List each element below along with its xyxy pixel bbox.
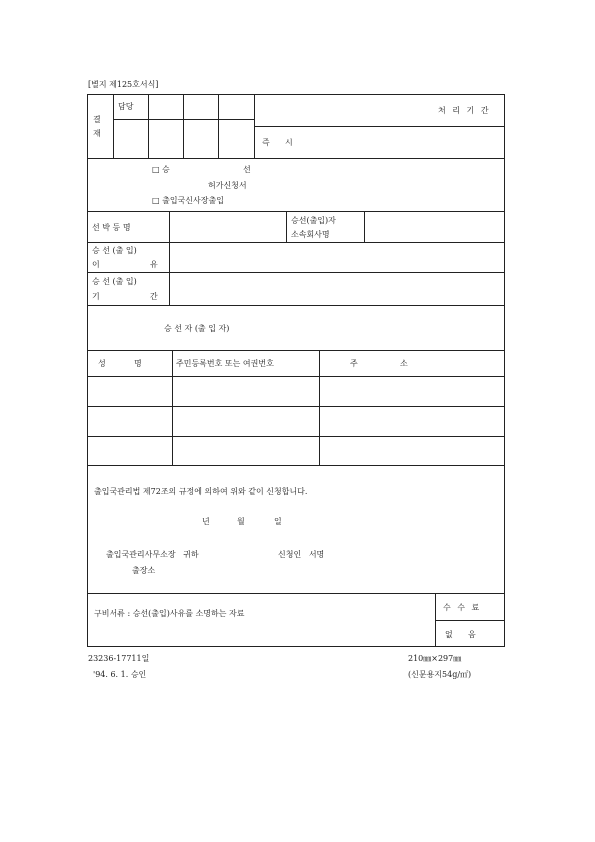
form-number-label: [별지 제125호서식]: [88, 80, 159, 89]
form-code: 23236-17711일: [88, 654, 150, 663]
boarding-reason-label: 이: [92, 260, 100, 269]
vessel-name-label: 선 박 등 명: [92, 223, 131, 232]
vessel-name-value[interactable]: [170, 212, 285, 242]
paper-size: 210㎜×297㎜: [408, 654, 462, 663]
boarding-period-label: 기: [92, 292, 100, 301]
column-header-id-number: 주민등록번호 또는 여권번호: [176, 359, 274, 368]
title-checkbox-icon: □: [152, 165, 160, 174]
processing-period-header: 처 리 기 간: [438, 106, 491, 115]
date-year-label: 년: [202, 517, 210, 526]
column-header-address: 주: [350, 359, 358, 368]
approval-side-label: 재: [93, 129, 101, 138]
table-row[interactable]: [88, 407, 504, 436]
table-row[interactable]: [88, 437, 504, 466]
application-fields: [87, 212, 505, 306]
documents-fee-row: [87, 594, 505, 647]
persons-section: [87, 306, 505, 466]
addressee: 출입국관리사무소장 귀하: [106, 550, 199, 559]
boarding-period-label: 승 선 (출 입): [92, 277, 137, 286]
company-name-label: 승선(출입)자: [291, 216, 336, 225]
boarding-reason-label: 승 선 (출 입): [92, 246, 137, 255]
addressee-branch: 출장소: [132, 566, 156, 575]
table-row[interactable]: [88, 377, 504, 406]
form-title: 허가신청서: [208, 181, 247, 190]
company-name-label: 소속회사명: [291, 230, 330, 239]
approval-side-label: 결: [93, 115, 101, 124]
form-title-box: [87, 159, 505, 212]
declaration-section: [87, 466, 505, 594]
column-header-name: 성: [98, 359, 106, 368]
applicant-signature-label: 신청인 서명: [278, 550, 325, 559]
approval-cell-label: 담당: [118, 102, 134, 111]
company-name-value[interactable]: [365, 212, 504, 242]
fee-header: 수 수 료: [443, 603, 482, 612]
date-day-label: 일: [274, 517, 282, 526]
date-month-label: 월: [237, 517, 245, 526]
title-option: □ 출입국신사장출입: [152, 196, 224, 205]
fee-value: 없 음: [445, 630, 476, 639]
boarding-period-label: 간: [150, 292, 158, 301]
boarding-reason-value[interactable]: [170, 243, 504, 272]
boarding-period-value[interactable]: [170, 273, 504, 306]
column-header-name: 명: [134, 359, 142, 368]
persons-section-title: 승 선 자 (출 입 자): [164, 324, 230, 333]
declaration-text: 출입국관리법 제72조의 규정에 의하여 위와 같이 신청합니다.: [94, 487, 308, 496]
approval-date: '94. 6. 1. 승인: [93, 670, 147, 679]
column-header-address: 소: [400, 359, 408, 368]
boarding-reason-label: 유: [150, 260, 158, 269]
processing-period-value: 즉 시: [262, 138, 293, 147]
title-word: 선: [243, 165, 251, 174]
title-word: 승: [162, 165, 170, 174]
paper-spec: (신문용지54g/㎡): [408, 670, 472, 679]
required-documents: 구비서류 : 승선(출입)사유를 소명하는 자료: [94, 609, 245, 618]
